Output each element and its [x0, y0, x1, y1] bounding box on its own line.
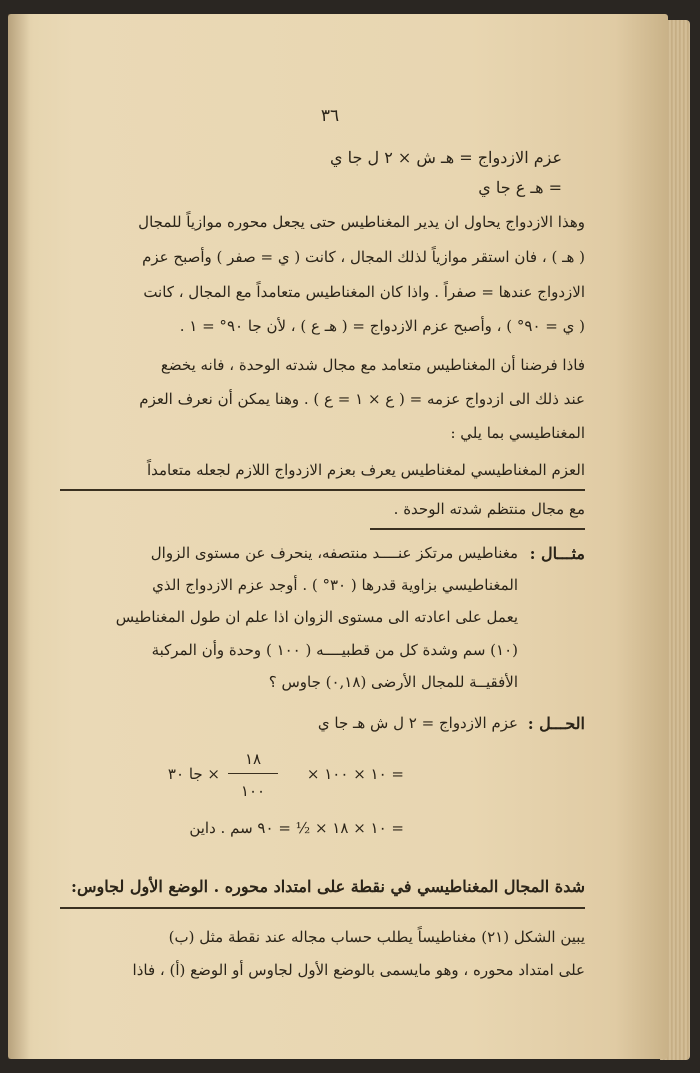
example-line-2: المغناطيسي بزاوية قدرها ( ٣٠° ) . أوجد عزم الازدواج الذي [152, 576, 518, 594]
example-line-5: الأفقيــة للمجال الأرضى (٠,١٨) جاوس ؟ [268, 673, 518, 691]
example-label: مثـــال : [529, 544, 585, 563]
section-heading-underline [60, 907, 585, 909]
paragraph-1-line-3: الازدواج عندها = صفراً . واذا كان المغناطيس متعامداً مع المجال ، كانت [143, 283, 585, 301]
formula-line-1: عزم الازدواج = هـ ش × ٢ ل جا ي [330, 148, 562, 167]
paragraph-2-line-3: المغناطيسي بما يلي : [450, 424, 585, 442]
solution-eq2-numerator: ١٨ [244, 750, 262, 768]
solution-eq2-left: × جا ٣٠ [167, 765, 220, 783]
definition-line-2: مع مجال منتظم شدته الوحدة . [393, 500, 585, 518]
formula-line-2: = هـ ع جا ي [478, 178, 562, 197]
example-line-3: يعمل على اعادته الى مستوى الزوان اذا علم ان طول المغناطيس [115, 608, 518, 626]
paragraph-1-line-2: ( هـ ) ، فان استقر موازياً لذلك المجال ، كانت ( ي = صفر ) وأصبح عزم [142, 248, 585, 266]
paragraph-2-line-2: عند ذلك الى ازدواج عزمه = ( ع × ١ = ع ) . وهنا يمكن أن نعرف العزم [139, 390, 585, 408]
example-line-4: (١٠) سم وشدة كل من قطبيــــه ( ١٠٠ ) وحدة وأن المركبة [151, 641, 518, 659]
paper-sheet [8, 14, 668, 1059]
example-line-1: مغناطيس مرتكز عنــــد منتصفه، ينحرف عن مستوى الزوال [150, 544, 518, 562]
paragraph-3-line-1: يبين الشكل (٢١) مغناطيساً يطلب حساب مجاله عند نقطة مثل (ب) [168, 928, 585, 946]
definition-underline-1 [60, 489, 585, 491]
solution-line-1: عزم الازدواج = ٢ ل ش هـ جا ي [317, 714, 518, 732]
solution-eq3: = ١٠ × ١٨ × ½ = ٩٠ سم . داين [189, 819, 404, 837]
section-heading: شدة المجال المغناطيسي في نقطة على امتداد محوره . الوضع الأول لجاوس: [71, 877, 585, 896]
paragraph-1-line-4: ( ي = ٩٠° ) ، وأصبح عزم الازدواج = ( هـ ع ) ، لأن جا ٩٠° = ١ . [179, 317, 585, 335]
gutter-shadow [8, 14, 30, 1059]
paragraph-3-line-2: على امتداد محوره ، وهو مايسمى بالوضع الأول لجاوس أو الوضع (أ) ، فاذا [132, 961, 585, 979]
paragraph-2-line-1: فاذا فرضنا أن المغناطيس متعامد مع مجال شدته الوحدة ، فانه يخضع [160, 356, 585, 374]
solution-eq2-right: = ١٠ × ١٠٠ × [306, 765, 404, 783]
definition-line-1: العزم المغناطيسي لمغناطيس يعرف بعزم الازدواج اللازم لجعله متعامداً [146, 461, 585, 479]
page-number: ٣٦ [320, 106, 340, 126]
solution-fraction-bar [228, 773, 278, 774]
definition-underline-2 [370, 528, 585, 530]
paragraph-1-line-1: وهذا الازدواج يحاول ان يدير المغناطيس حتى يجعل محوره موازياً للمجال [138, 213, 585, 231]
solution-label: الحـــل : [527, 714, 585, 733]
solution-eq2-denominator: ١٠٠ [240, 782, 266, 800]
